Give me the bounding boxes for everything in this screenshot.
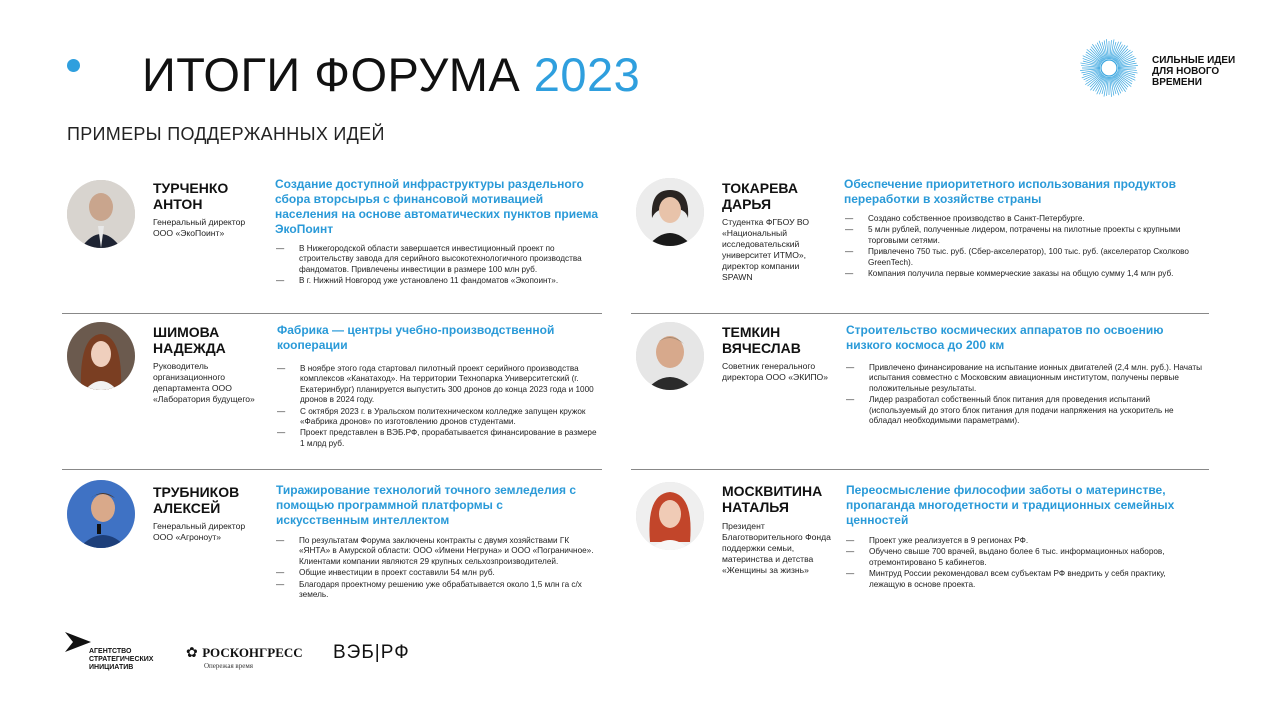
idea-bullets — [846, 536, 1184, 591]
roscongress-text: РОСКОНГРЕСС — [202, 645, 303, 660]
bullet-item: — Проект представлен в ВЭБ.РФ, прорабатывается финансирование в размере 1 млрд руб. — [277, 428, 602, 449]
page-title — [142, 46, 640, 104]
divider — [631, 313, 1209, 314]
avatar — [67, 322, 135, 390]
bullet-item: — В ноябре этого года стартовал пилотный проект серийного производства комплексов «Канатаход». На территории Технопарка Университетский (г. Екатеринбург) планируется выпустить 300 дронов до конца 2023 года и 1000 дронов в 2024 году. — [277, 364, 602, 406]
roscongress-mark-icon: ✿ — [186, 644, 198, 660]
roscongress-subtitle: Опережая время — [204, 662, 253, 670]
avatar — [636, 178, 704, 246]
bullet-item: — Проект уже реализуется в 9 регионах РФ. — [846, 536, 1184, 546]
idea-title: Обеспечение приоритетного использования продуктов переработки в хозяйстве страны — [844, 177, 1176, 206]
bullet-item: — В Нижегородской области завершается инвестиционный проект по строительству завода для серийного высокотехнологичного производства фандоматов. Привлечены инвестиции в размере 100 млн руб. — [276, 244, 598, 275]
asi-line-1: АГЕНТСТВО — [89, 648, 132, 655]
idea-bullets — [277, 364, 602, 450]
idea-title: Тиражирование технологий точного земледелия с помощью программной платформы с искусственным интеллектом — [276, 483, 576, 527]
divider — [631, 469, 1209, 470]
bullet-item: — В г. Нижний Новгород уже установлено 11 фандоматов «Экопоинт». — [276, 276, 598, 286]
idea-bullets — [276, 244, 598, 288]
idea-title: Строительство космических аппаратов по освоению низкого космоса до 200 км — [846, 323, 1164, 352]
bullet-item: — Лидер разработал собственный блок питания для проведения испытаний (используемый до этого блок питания для подачи напряжения на ускоритель не обладал необходимыми параметрами). — [846, 395, 1208, 426]
idea-bullets — [845, 214, 1217, 280]
person-role: Советник генерального директора ООО «ЭКИПО» — [722, 361, 829, 382]
roscongress-logo — [186, 644, 303, 670]
page-title-year: 2023 — [533, 48, 641, 101]
person-role: Генеральный директор ООО «ЭкоПоинт» — [153, 217, 246, 238]
bullet-item: — Создано собственное производство в Санкт-Петербурге. — [845, 214, 1217, 224]
avatar — [67, 180, 135, 248]
bullet-item: — Обучено свыше 700 врачей, выдано более 6 тыс. информационных наборов, отремонтировано 5 кабинетов. — [846, 547, 1184, 568]
bullet-item: — Минтруд России рекомендовал всем субъектам РФ внедрить у себя практику, лежащую в основе проекта. — [846, 569, 1184, 590]
person-name: МОСКВИТИНА НАТАЛЬЯ — [722, 483, 823, 515]
person-name: ТУРЧЕНКО АНТОН — [153, 180, 229, 212]
bullet-item: — По результатам Форума заключены контракты с двумя хозяйствами ГК «ЯНТА» в Амурской области: ООО «Имени Негруна» и ООО «Пограничное». Клиентами компании являются 29 крупных сельхозпроизводителей. — [276, 536, 598, 567]
asi-line-2: СТРАТЕГИЧЕСКИХ — [89, 656, 154, 663]
accent-dot — [67, 59, 80, 72]
avatar — [636, 482, 704, 550]
page-subtitle: ПРИМЕРЫ ПОДДЕРЖАННЫХ ИДЕЙ — [67, 124, 385, 144]
idea-title: Переосмысление философии заботы о материнстве, пропаганда многодетности и традиционных семейных ценностей — [846, 483, 1175, 527]
brand-line-3: ВРЕМЕНИ — [1152, 77, 1202, 88]
asi-logo — [63, 630, 173, 674]
avatar — [67, 480, 135, 548]
veb-logo: ВЭБ|РФ — [333, 642, 410, 663]
person-name: ШИМОВА НАДЕЖДА — [153, 324, 226, 356]
asi-line-3: ИНИЦИАТИВ — [89, 664, 134, 671]
person-role: Генеральный директор ООО «Агроноут» — [153, 521, 246, 542]
idea-title: Фабрика — центры учебно-производственной кооперации — [277, 323, 555, 352]
bullet-item: — Общие инвестиции в проект составили 54 млн руб. — [276, 568, 598, 578]
bullet-item: — Компания получила первые коммерческие заказы на общую сумму 1,4 млн руб. — [845, 269, 1217, 279]
forum-logo-icon — [1079, 38, 1139, 98]
idea-bullets — [846, 363, 1208, 427]
person-role: Руководитель организационного департамента ООО «Лаборатория будущего» — [153, 361, 255, 404]
bullet-item: — 5 млн рублей, полученные лидером, потрачены на пилотные проекты с крупными торговыми сетями. — [845, 225, 1217, 246]
brand-line-1: СИЛЬНЫЕ ИДЕИ — [1152, 55, 1236, 66]
avatar — [636, 322, 704, 390]
person-name: ТОКАРЕВА ДАРЬЯ — [722, 180, 798, 212]
forum-logo-text — [1152, 55, 1252, 88]
person-name: ТЕМКИН ВЯЧЕСЛАВ — [722, 324, 801, 356]
bullet-item: — Благодаря проектному решению уже обрабатывается около 1,5 млн га с/х земель. — [276, 580, 598, 601]
bullet-item: — Привлечено 750 тыс. руб. (Сбер-акселератор), 100 тыс. руб. (акселератор Сколково GreenTech). — [845, 247, 1217, 268]
person-name: ТРУБНИКОВ АЛЕКСЕЙ — [153, 484, 240, 516]
bullet-item: — С октября 2023 г. в Уральском политехническом колледже запущен кружок «Фабрика дронов» по изготовлению дронов студентами. — [277, 407, 602, 428]
page-title-main: ИТОГИ ФОРУМА — [142, 48, 521, 101]
idea-title: Создание доступной инфраструктуры раздельного сбора вторсырья с финансовой мотивацией населения на основе автоматических пунктов приема ЭкоПоинт — [275, 177, 599, 236]
person-role: Президент Благотворительного Фонда поддержки семьи, материнства и детства «Женщины за жизнь» — [722, 521, 831, 575]
person-role: Студентка ФГБОУ ВО «Национальный исследовательский университет ИТМО», директор компании SPAWN — [722, 217, 810, 282]
bullet-item: — Привлечено финансирование на испытание ионных двигателей (2,4 млн. руб.). Начаты испытания совместно с Московским авиационным институтом, получены первые положительные результаты. — [846, 363, 1208, 394]
divider — [62, 469, 602, 470]
idea-bullets — [276, 536, 598, 601]
brand-line-2: ДЛЯ НОВОГО — [1152, 66, 1220, 77]
divider — [62, 313, 602, 314]
